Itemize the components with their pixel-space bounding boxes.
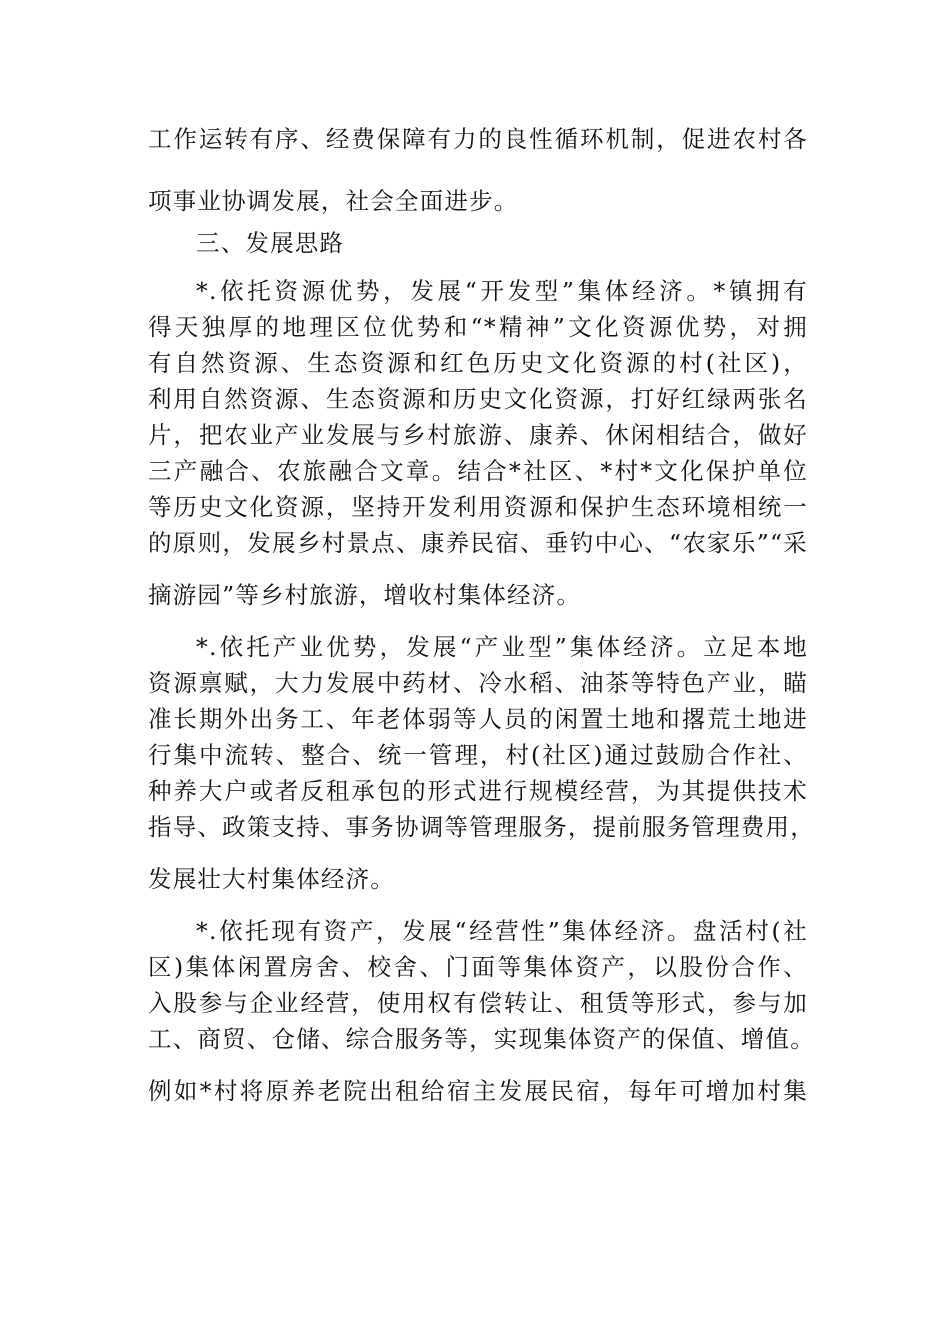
text-line-21: 区)集体闲置房舍、校舍、门面等集体资产，以股份合作、: [148, 953, 808, 981]
text-line-4: *.依托资源优势，发展“开发型”集体经济。*镇拥有: [196, 277, 808, 305]
text-line-13: *.依托产业优势，发展“产业型”集体经济。立足本地: [196, 633, 808, 661]
text-line-15: 准长期外出务工、年老体弱等人员的闲置土地和撂荒土地进: [148, 705, 808, 733]
text-line-12: 摘游园”等乡村旅游，增收村集体经济。: [148, 581, 582, 609]
text-line-23: 工、商贸、仓储、综合服务等，实现集体资产的保值、增值。: [148, 1025, 815, 1053]
text-line-10: 等历史文化资源，坚持开发利用资源和保护生态环境相统一: [148, 493, 808, 521]
text-line-1: 工作运转有序、经费保障有力的良性循环机制，促进农村各: [148, 125, 808, 153]
text-line-7: 利用自然资源、生态资源和历史文化资源，打好红绿两张名: [148, 385, 808, 413]
text-line-19: 发展壮大村集体经济。: [148, 865, 395, 893]
text-line-14: 资源禀赋，大力发展中药材、冷水稻、油茶等特色产业，瞄: [148, 669, 808, 697]
text-line-6: 有自然资源、生态资源和红色历史文化资源的村(社区)，: [148, 349, 808, 377]
text-line-2: 项事业协调发展，社会全面进步。: [148, 187, 519, 215]
section-heading: 三、发展思路: [196, 229, 345, 257]
text-line-24: 例如*村将原养老院出租给宿主发展民宿，每年可增加村集: [148, 1077, 808, 1105]
text-line-18: 指导、政策支持、事务协调等管理服务，提前服务管理费用，: [148, 813, 815, 841]
text-line-17: 种养大户或者反租承包的形式进行规模经营，为其提供技术: [148, 777, 808, 805]
text-line-22: 入股参与企业经营，使用权有偿转让、租赁等形式，参与加: [148, 989, 808, 1017]
text-line-9: 三产融合、农旅融合文章。结合*社区、*村*文化保护单位: [148, 457, 808, 485]
text-line-20: *.依托现有资产，发展“经营性”集体经济。盘活村(社: [196, 917, 808, 945]
text-line-11: 的原则，发展乡村景点、康养民宿、垂钓中心、“农家乐”“采: [148, 529, 808, 557]
text-line-16: 行集中流转、整合、统一管理，村(社区)通过鼓励合作社、: [148, 741, 808, 769]
text-line-8: 片，把农业产业发展与乡村旅游、康养、休闲相结合，做好: [148, 421, 808, 449]
text-line-5: 得天独厚的地理区位优势和“*精神”文化资源优势，对拥: [148, 313, 808, 341]
